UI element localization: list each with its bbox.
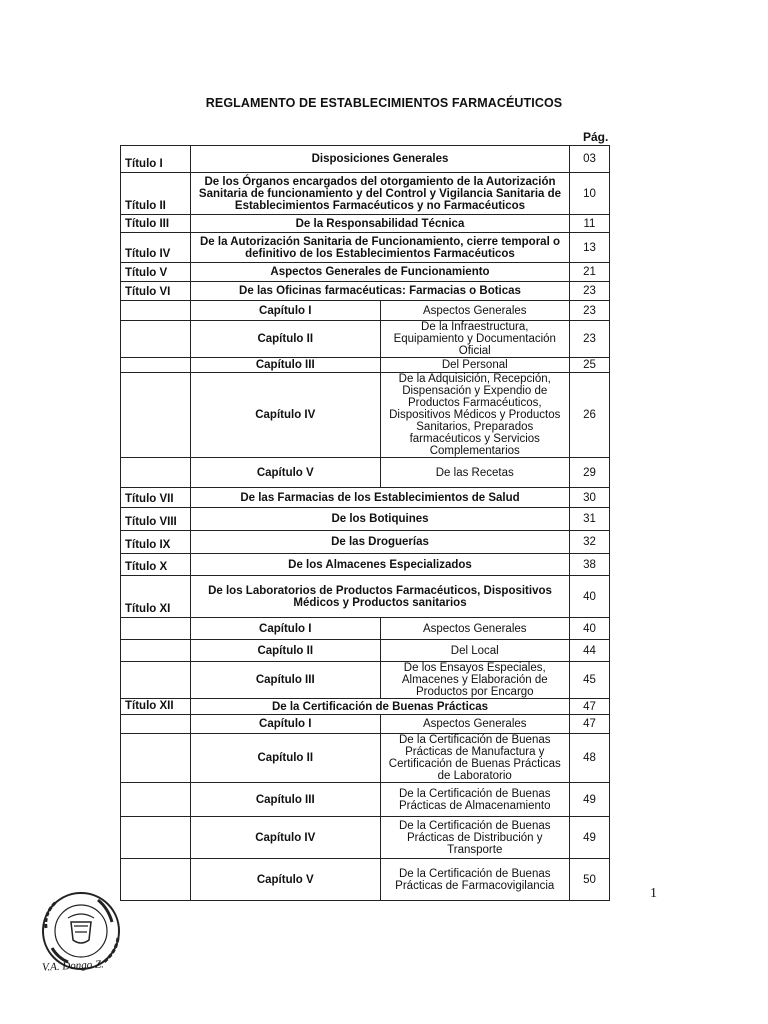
title-text-cell: Disposiciones Generales (191, 146, 570, 173)
table-row (121, 373, 610, 458)
title-label-cell: Título VIII (121, 508, 191, 531)
page-cell: 40 (570, 576, 610, 618)
title-label-cell: Título XI (121, 576, 191, 618)
toc-body (121, 146, 610, 901)
chapter-label-cell: Capítulo III (191, 662, 381, 699)
empty-cell (121, 373, 191, 458)
chapter-text-cell: Aspectos Generales (380, 715, 570, 734)
chapter-text-cell: Del Personal (380, 358, 570, 373)
title-text-cell: Aspectos Generales de Funcionamiento (191, 263, 570, 282)
chapter-label-cell: Capítulo II (191, 640, 381, 662)
empty-cell (121, 358, 191, 373)
page-cell: 50 (570, 859, 610, 901)
table-row (121, 783, 610, 817)
page-title: REGLAMENTO DE ESTABLECIMIENTOS FARMACÉUTICOS (205, 96, 563, 110)
title-text-cell: De las Farmacias de los Establecimientos de Salud (191, 488, 570, 508)
page-cell: 32 (570, 531, 610, 554)
table-row (121, 618, 610, 640)
table-row (121, 173, 610, 215)
page-cell: 10 (570, 173, 610, 215)
title-label-cell: Título I (121, 146, 191, 173)
empty-cell (121, 618, 191, 640)
page-cell: 23 (570, 301, 610, 321)
empty-cell (121, 783, 191, 817)
chapter-label-cell: Capítulo III (191, 783, 381, 817)
title-label-cell: Título II (121, 173, 191, 215)
table-row (121, 576, 610, 618)
page-cell: 47 (570, 699, 610, 715)
table-row (121, 282, 610, 301)
empty-cell (121, 715, 191, 734)
title-text-cell: De los Órganos encargados del otorgamiento de la Autorización Sanitaria de funcionamiento y del Control y Vigilancia Sanitaria de Establecimientos Farmacéuticos y no Farmacéuticos (191, 173, 570, 215)
page-cell: 48 (570, 734, 610, 783)
table-row (121, 301, 610, 321)
table-row (121, 488, 610, 508)
table-row (121, 817, 610, 859)
chapter-label-cell: Capítulo I (191, 715, 381, 734)
chapter-text-cell: De la Certificación de Buenas Prácticas de Manufactura y Certificación de Buenas Prácticas de Laboratorio (380, 734, 570, 783)
empty-cell (121, 458, 191, 488)
title-label-cell: Título X (121, 554, 191, 576)
table-row (121, 859, 610, 901)
table-row (121, 640, 610, 662)
page-cell: 49 (570, 817, 610, 859)
table-row (121, 233, 610, 263)
title-text-cell: De las Droguerías (191, 531, 570, 554)
chapter-text-cell: De la Certificación de Buenas Prácticas de Almacenamiento (380, 783, 570, 817)
page-cell: 25 (570, 358, 610, 373)
title-text-cell: De la Certificación de Buenas Prácticas (191, 699, 570, 715)
title-text-cell: De los Laboratorios de Productos Farmacéuticos, Dispositivos Médicos y Productos sanitarios (191, 576, 570, 618)
chapter-text-cell: Aspectos Generales (380, 301, 570, 321)
table-row (121, 321, 610, 358)
chapter-label-cell: Capítulo V (191, 859, 381, 901)
table-row (121, 215, 610, 233)
table-row (121, 662, 610, 699)
page-number: 1 (650, 886, 657, 901)
title-label-cell: Título IX (121, 531, 191, 554)
title-text-cell: De la Responsabilidad Técnica (191, 215, 570, 233)
table-row (121, 358, 610, 373)
signature: V.A. Dongo Z. (41, 958, 105, 974)
title-text-cell: De las Oficinas farmacéuticas: Farmacias o Boticas (191, 282, 570, 301)
title-label-cell: Título IV (121, 233, 191, 263)
page-cell: 30 (570, 488, 610, 508)
table-row (121, 458, 610, 488)
page-cell: 23 (570, 282, 610, 301)
table-row (121, 263, 610, 282)
page-cell: 44 (570, 640, 610, 662)
chapter-label-cell: Capítulo III (191, 358, 381, 373)
title-label-cell: Título VII (121, 488, 191, 508)
chapter-label-cell: Capítulo I (191, 301, 381, 321)
table-row (121, 715, 610, 734)
table-row (121, 734, 610, 783)
empty-cell (121, 817, 191, 859)
chapter-text-cell: De la Infraestructura, Equipamiento y Documentación Oficial (380, 321, 570, 358)
chapter-label-cell: Capítulo IV (191, 373, 381, 458)
title-text-cell: De la Autorización Sanitaria de Funcionamiento, cierre temporal o definitivo de los Establecimientos Farmacéuticos (191, 233, 570, 263)
chapter-label-cell: Capítulo II (191, 734, 381, 783)
page-cell: 13 (570, 233, 610, 263)
title-text-cell: De los Almacenes Especializados (191, 554, 570, 576)
page-cell: 45 (570, 662, 610, 699)
table-row (121, 531, 610, 554)
page-cell: 49 (570, 783, 610, 817)
page-cell: 47 (570, 715, 610, 734)
empty-cell (121, 321, 191, 358)
chapter-text-cell: De la Certificación de Buenas Prácticas de Distribución y Transporte (380, 817, 570, 859)
page-cell: 11 (570, 215, 610, 233)
page-cell: 23 (570, 321, 610, 358)
chapter-text-cell: De la Certificación de Buenas Prácticas de Farmacovigilancia (380, 859, 570, 901)
title-text-cell: De los Botiquines (191, 508, 570, 531)
chapter-text-cell: De la Adquisición, Recepción, Dispensación y Expendio de Productos Farmacéuticos, Dispositivos Médicos y Productos Sanitarios, Preparados farmacéuticos y Servicios Complementarios (380, 373, 570, 458)
page-cell: 31 (570, 508, 610, 531)
chapter-label-cell: Capítulo V (191, 458, 381, 488)
page-cell: 21 (570, 263, 610, 282)
page-cell: 29 (570, 458, 610, 488)
table-row (121, 508, 610, 531)
chapter-text-cell: De las Recetas (380, 458, 570, 488)
table-row (121, 699, 610, 715)
title-label-cell: Título III (121, 215, 191, 233)
chapter-text-cell: Aspectos Generales (380, 618, 570, 640)
chapter-text-cell: Del Local (380, 640, 570, 662)
chapter-label-cell: Capítulo II (191, 321, 381, 358)
empty-cell (121, 640, 191, 662)
chapter-text-cell: De los Ensayos Especiales, Almacenes y Elaboración de Productos por Encargo (380, 662, 570, 699)
chapter-label-cell: Capítulo IV (191, 817, 381, 859)
title-label-cell: Título XII (121, 699, 191, 715)
empty-cell (121, 301, 191, 321)
table-of-contents (120, 145, 610, 901)
table-row (121, 554, 610, 576)
page-cell: 40 (570, 618, 610, 640)
title-label-cell: Título VI (121, 282, 191, 301)
empty-cell (121, 734, 191, 783)
page-column-header: Pág. (583, 130, 609, 144)
page-cell: 03 (570, 146, 610, 173)
empty-cell (121, 859, 191, 901)
chapter-label-cell: Capítulo I (191, 618, 381, 640)
page-cell: 26 (570, 373, 610, 458)
page-cell: 38 (570, 554, 610, 576)
table-row (121, 146, 610, 173)
title-label-cell: Título V (121, 263, 191, 282)
empty-cell (121, 662, 191, 699)
